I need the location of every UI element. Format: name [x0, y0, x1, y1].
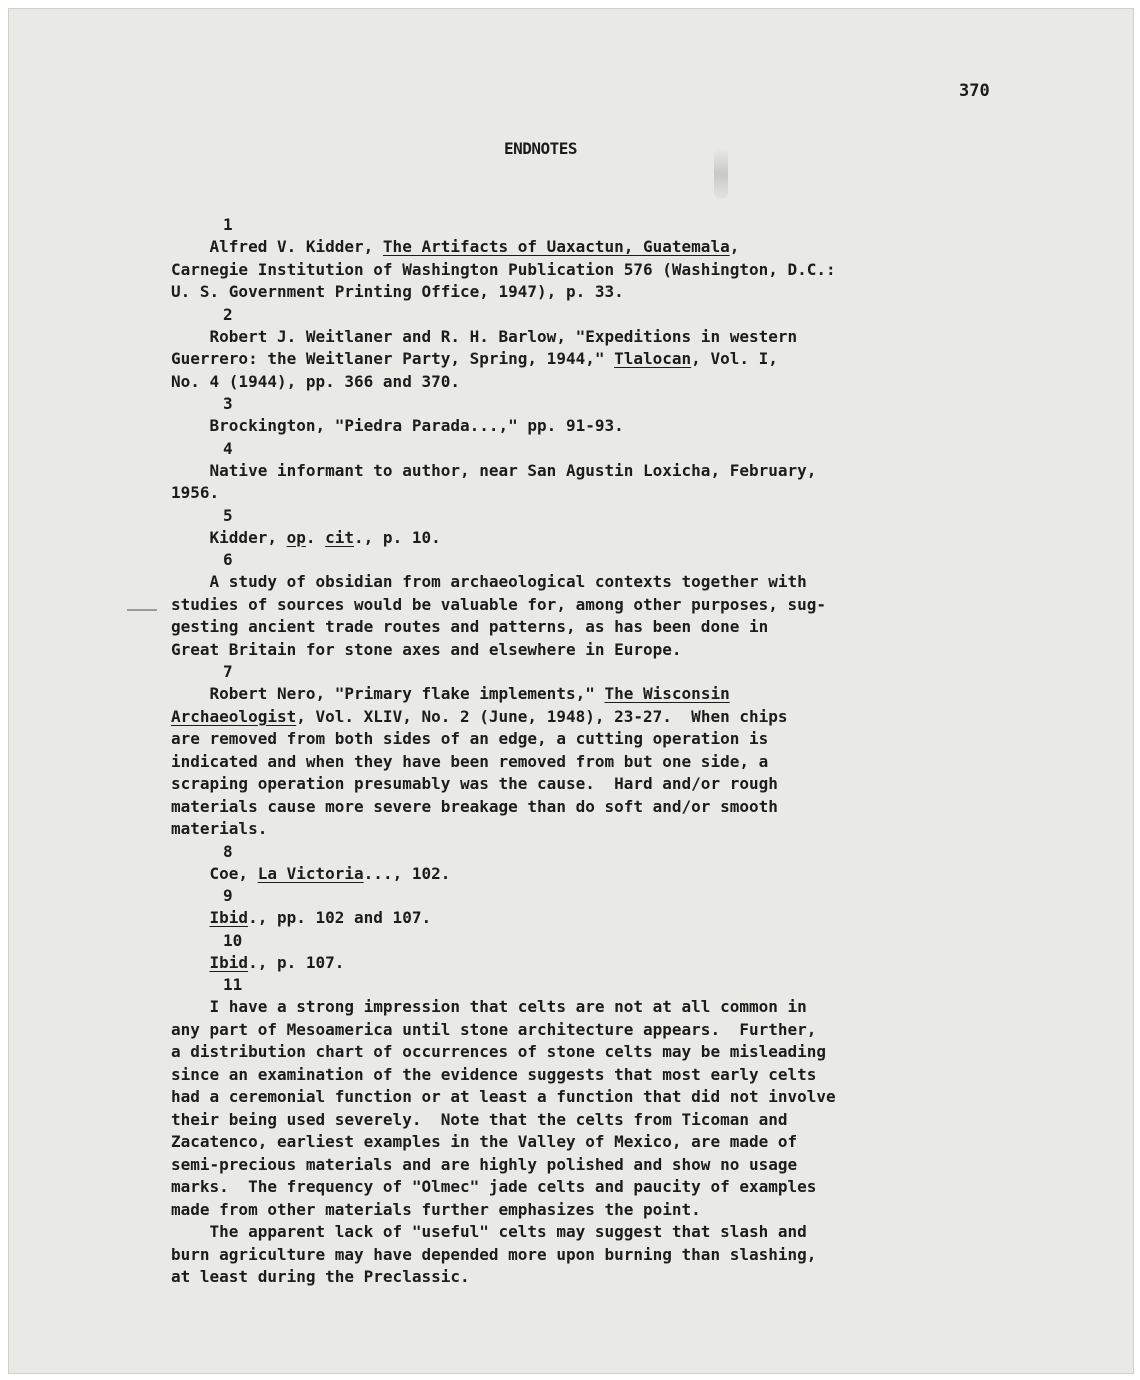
text-run: Alfred V. Kidder,: [171, 237, 383, 256]
endnote-9: [171, 885, 971, 930]
text-run: Coe,: [171, 863, 258, 883]
text-run: Great Britain for stone axes and elsewhere in Europe.: [171, 639, 682, 659]
underlined-title: op: [286, 527, 306, 547]
endnote-8: [171, 841, 971, 886]
endnote-2: [171, 304, 971, 394]
text-run: .: [305, 527, 326, 547]
endnote-line: [171, 863, 971, 886]
endnote-line: [171, 996, 971, 1019]
endnote-number: 5: [223, 505, 233, 525]
endnote-line: [171, 796, 971, 819]
endnote-line: [171, 571, 971, 594]
text-run: made from other materials further emphasizes the point.: [171, 1199, 701, 1219]
endnote-line: [171, 616, 971, 639]
document-page: [8, 8, 1134, 1374]
endnote-line: [171, 527, 971, 550]
endnote-10: [171, 930, 971, 975]
endnote-line: [171, 773, 971, 796]
text-run: U. S. Government Printing Office, 1947), p. 33.: [171, 282, 624, 301]
text-run: , Vol. I,: [691, 349, 778, 368]
endnote-5: [171, 505, 971, 550]
text-run: [171, 908, 210, 927]
text-run: since an examination of the evidence suggests that most early celts: [171, 1064, 817, 1084]
text-run: ., p. 10.: [354, 527, 441, 547]
text-run: gesting ancient trade routes and patterns, as has been done in: [171, 617, 769, 636]
endnote-line: [171, 1019, 971, 1042]
endnote-number: 8: [223, 841, 233, 861]
text-run: ., pp. 102 and 107.: [248, 908, 432, 927]
text-run: The apparent lack of "useful" celts may suggest that slash and: [171, 1222, 807, 1241]
endnote-line: [171, 952, 971, 975]
endnote-7: [171, 661, 971, 841]
text-run: Zacatenco, earliest examples in the Valley of Mexico, are made of: [171, 1132, 798, 1151]
endnote-6: [171, 549, 971, 661]
margin-mark: [127, 609, 157, 611]
page-number: 370: [959, 81, 990, 101]
endnote-line: [171, 1199, 971, 1222]
endnote-line: [171, 751, 971, 774]
text-run: ., p. 107.: [248, 952, 345, 972]
text-run: a distribution chart of occurrences of stone celts may be misleading: [171, 1042, 827, 1061]
text-run: Native informant to author, near San Agustin Loxicha, February,: [171, 460, 817, 480]
endnote-number: 7: [223, 662, 233, 681]
endnote-number: 2: [223, 304, 233, 324]
endnote-line: [171, 371, 971, 394]
endnote-line: [171, 236, 971, 259]
endnote-line: [171, 1176, 971, 1199]
endnote-number: 6: [223, 550, 233, 569]
endnote-number: 9: [223, 886, 233, 905]
endnote-line: [171, 1154, 971, 1177]
underlined-title: Ibid: [209, 952, 249, 972]
page-title: ENDNOTES: [504, 139, 578, 158]
text-run: ..., 102.: [363, 863, 451, 883]
endnote-line: [171, 348, 971, 371]
text-run: materials cause more severe breakage than do soft and/or smooth: [171, 796, 778, 816]
underlined-title: The Artifacts of Uaxactun, Guatemala: [382, 237, 730, 256]
endnote-line: [171, 259, 971, 282]
underlined-title: cit: [325, 527, 355, 547]
text-run: studies of sources would be valuable for, among other purposes, sug-: [171, 594, 827, 614]
underlined-title: Ibid: [209, 908, 249, 927]
text-run: their being used severely. Note that the celts from Ticoman and: [171, 1109, 788, 1129]
underlined-title: Archaeologist: [171, 706, 297, 726]
text-run: Kidder,: [171, 527, 287, 547]
text-run: Robert J. Weitlaner and R. H. Barlow, "Expeditions in western: [171, 326, 798, 346]
endnote-line: [171, 706, 971, 729]
text-run: are removed from both sides of an edge, a cutting operation is: [171, 729, 769, 748]
text-run: any part of Mesoamerica until stone architecture appears. Further,: [171, 1019, 817, 1039]
paper-smudge: [714, 149, 728, 199]
endnote-line: [171, 1131, 971, 1154]
endnote-11: [171, 974, 971, 1289]
endnote-line: [171, 415, 971, 438]
underlined-title: The Wisconsin: [604, 684, 730, 703]
underlined-title: La Victoria: [257, 863, 364, 883]
endnote-line: [171, 482, 971, 505]
endnote-number: 11: [223, 975, 243, 994]
text-run: Carnegie Institution of Washington Publication 576 (Washington, D.C.:: [171, 259, 836, 279]
text-run: Brockington, "Piedra Parada...," pp. 91-93.: [171, 416, 624, 435]
text-run: 1956.: [171, 483, 220, 502]
endnote-line: [171, 1221, 971, 1244]
endnote-line: [171, 683, 971, 706]
endnote-line: [171, 1109, 971, 1132]
text-run: marks. The frequency of "Olmec" jade celts and paucity of examples: [171, 1177, 817, 1196]
text-run: semi-precious materials and are highly polished and show no usage: [171, 1154, 798, 1174]
text-run: Guerrero: the Weitlaner Party, Spring, 1944,": [171, 349, 615, 368]
text-run: had a ceremonial function or at least a function that did not involve: [171, 1087, 836, 1106]
text-run: [171, 953, 210, 972]
endnote-line: [171, 1086, 971, 1109]
endnote-line: [171, 728, 971, 751]
endnote-number: 4: [223, 438, 233, 458]
text-run: Robert Nero, "Primary flake implements,": [171, 684, 605, 703]
endnote-line: [171, 1064, 971, 1087]
underlined-title: Tlalocan: [614, 349, 692, 368]
endnote-line: [171, 281, 971, 304]
endnote-number: 1: [223, 215, 233, 234]
endnote-line: [171, 326, 971, 349]
text-run: indicated and when they have been removed from but one side, a: [171, 751, 769, 771]
text-run: , Vol. XLIV, No. 2 (June, 1948), 23-27. When chips: [296, 706, 788, 726]
endnote-3: [171, 393, 971, 438]
endnote-line: [171, 1041, 971, 1064]
text-run: ,: [729, 237, 740, 256]
endnote-line: [171, 594, 971, 617]
text-run: I have a strong impression that celts are not at all common in: [171, 997, 807, 1016]
text-run: burn agriculture may have depended more upon burning than slashing,: [171, 1244, 817, 1264]
endnote-line: [171, 639, 971, 662]
endnote-4: [171, 438, 971, 505]
text-run: at least during the Preclassic.: [171, 1267, 470, 1286]
text-run: A study of obsidian from archaeological contexts together with: [171, 572, 807, 591]
endnote-line: [171, 1244, 971, 1267]
endnote-number: 3: [223, 394, 233, 413]
text-run: scraping operation presumably was the cause. Hard and/or rough: [171, 774, 778, 793]
endnote-line: [171, 818, 971, 841]
endnote-line: [171, 1266, 971, 1289]
text-run: No. 4 (1944), pp. 366 and 370.: [171, 371, 460, 391]
endnote-1: [171, 214, 971, 304]
endnotes-list: [171, 214, 971, 1289]
text-run: materials.: [171, 819, 268, 838]
endnote-line: [171, 460, 971, 483]
endnote-number: 10: [223, 930, 243, 950]
endnote-line: [171, 907, 971, 930]
